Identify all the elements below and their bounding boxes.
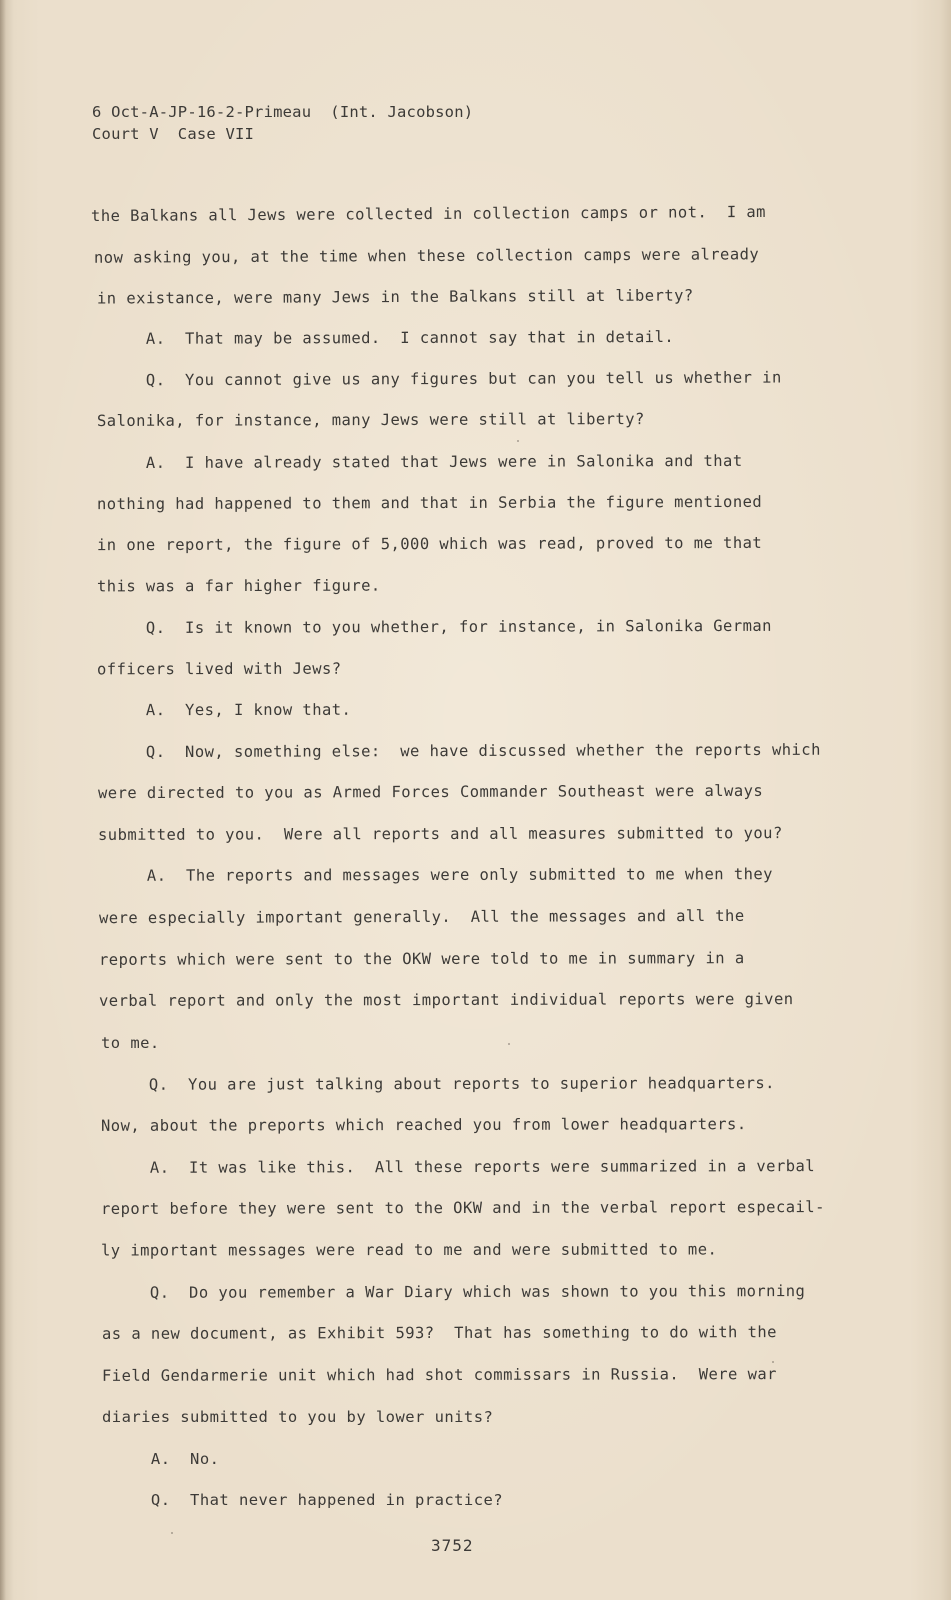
transcript-line: diaries submitted to you by lower units? — [102, 1408, 494, 1426]
transcript-line: Q. Now, something else: we have discussed whether the reports which — [96, 740, 821, 762]
transcript-line: the Balkans all Jews were collected in collection camps or not. I am — [90, 202, 767, 226]
transcript-line: A. Yes, I know that. — [96, 700, 352, 720]
paper-speck — [517, 440, 519, 442]
transcript-line: verbal report and only the most important individual reports were given — [98, 990, 794, 1010]
transcript-line: now asking you, at the time when these collection camps were already — [93, 245, 760, 267]
transcript-line: submitted to you. Were all reports and all measures submitted to you? — [97, 824, 783, 844]
transcript-line: Q. You are just talking about reports to superior headquarters. — [99, 1074, 775, 1094]
paper-speck — [171, 1532, 173, 1534]
transcript-line: to me. — [101, 1034, 160, 1052]
page-number: 3752 — [431, 1536, 474, 1555]
transcript-line: report before they were sent to the OKW and in the verbal report especail- — [100, 1198, 825, 1218]
paper-speck — [508, 1043, 510, 1045]
paper-speck — [772, 1361, 774, 1363]
transcript-line: in existance, were many Jews in the Balkans still at liberty? — [96, 286, 694, 308]
transcript-line: Q. Is it known to you whether, for instance, in Salonika German — [96, 616, 772, 638]
transcript-line: ly important messages were read to me and were submitted to me. — [100, 1240, 718, 1260]
transcript-line: A. The reports and messages were only submitted to me when they — [97, 865, 773, 885]
transcript-line: in one report, the figure of 5,000 which was read, proved to me that — [96, 533, 763, 555]
transcript-line: Field Gendarmerie unit which had shot commissars in Russia. Were war — [101, 1365, 777, 1385]
transcript-line: as a new document, as Exhibit 593? That has something to do with the — [101, 1323, 777, 1343]
transcript-line: A. I have already stated that Jews were in Salonika and that — [96, 451, 743, 473]
transcript-line: Salonika, for instance, many Jews were still at liberty? — [96, 410, 645, 430]
transcript-line: were directed to you as Armed Forces Commander Southeast were always — [97, 781, 764, 803]
transcript-line: officers lived with Jews? — [96, 659, 342, 679]
transcript-line: A. It was like this. All these reports were summarized in a verbal — [100, 1157, 816, 1177]
transcript-line: nothing had happened to them and that in Serbia the figure mentioned — [96, 492, 763, 514]
header-court-case-line: Court V Case VII — [92, 125, 255, 143]
header-reference-line: 6 Oct-A-JP-16-2-Primeau (Int. Jacobson) — [92, 103, 474, 121]
transcript-line: Q. That never happened in practice? — [102, 1491, 504, 1509]
transcript-line: reports which were sent to the OKW were told to me in summary in a — [98, 949, 745, 969]
transcript-line: were especially important generally. All the messages and all the — [98, 906, 745, 928]
transcript-line: Q. Do you remember a War Diary which was shown to you this morning — [100, 1282, 806, 1302]
transcript-line: this was a far higher figure. — [96, 576, 381, 596]
document-header — [92, 101, 473, 145]
transcript-line: Now, about the preports which reached you from lower headquarters. — [100, 1115, 747, 1135]
transcript-line: A. No. — [102, 1450, 220, 1468]
transcript-line: A. That may be assumed. I cannot say that in detail. — [96, 327, 675, 349]
transcript-line: Q. You cannot give us any figures but can you tell us whether in — [96, 368, 782, 390]
page-edge-shadow — [0, 0, 6, 1600]
